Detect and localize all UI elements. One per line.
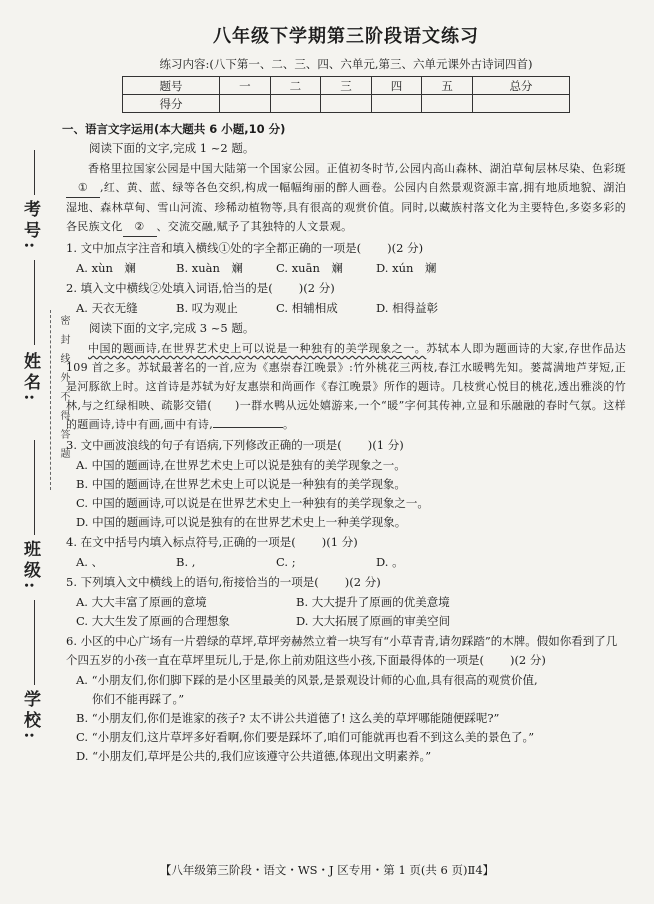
option-b[interactable]: B. 叹为观止 (176, 301, 238, 315)
option-a[interactable]: A. 大大丰富了原画的意境 (76, 595, 207, 609)
option-b[interactable]: B. , (176, 555, 196, 569)
passage-text: 香格里拉国家公园是中国大陆第一个国家公园。正值初冬时节,公园内高山森林、湖泊草甸层林尽染、色彩斑 (88, 162, 626, 175)
passage-text: 。 (283, 418, 295, 431)
option-b[interactable]: B. 中国的题画诗,在世界艺术史上可以说是一种独有的美学现象。 (76, 477, 406, 491)
option-a[interactable]: A. 天衣无缝 (76, 301, 138, 315)
passage-2 (66, 339, 626, 434)
reading-instruction: 阅读下面的文字,完成 1 ~2 题。 (89, 141, 255, 155)
option-a[interactable]: A. 中国的题画诗,在世界艺术史上可以说是独有的美学现象之一。 (76, 458, 406, 472)
passage-text: 苏轼本人即为题画诗的大家,存世作品达 109 首之多。苏轼最著名的一首,应为《惠崇春江晚景》:竹外桃花三两枝,春江水暖鸭先知。蒌蒿满地芦芽短,正是河豚欲上时。这首诗是苏轼为好友惠崇和尚画作《春江晚景》所作的题诗。几枝赏心悦目的桃花,透出雅淡的竹林,与之红绿相映、疏影交错 (66, 342, 626, 412)
passage-text: 、交流交融,赋予了其独特的人文景观。 (156, 220, 353, 233)
question-1-options (66, 259, 626, 278)
question-stem: 6. 小区的中心广场有一片碧绿的草坪,草坪旁赫然立着一块写有“小草青青,请勿踩踏”的木牌。假如你看到了几个四五岁的小孩一直在草坪里玩儿,于是,你上前劝阻这些小孩,下面最得体的一项是( (66, 634, 618, 667)
option-a[interactable]: A. xùn 斓 (76, 261, 136, 275)
seal-notice: 密封线外不得答题 (58, 315, 69, 467)
question-2 (66, 279, 626, 298)
question-5-options-cd (66, 612, 626, 631)
passage-text: 一群水鸭从远处嬉游来,一个“暖”字何其传神,立显和乐融融的春时气氛。这样的题画诗,诗中有画,画中有诗, (66, 399, 626, 431)
option-d[interactable]: D. 。 (376, 555, 404, 569)
option-c[interactable]: C. ; (276, 555, 296, 569)
name-line (34, 260, 35, 345)
option-d[interactable]: D. 中国的题画诗,可以说是独有的在世界艺术史上一种美学现象。 (76, 515, 407, 529)
question-stem: 3. 文中画波浪线的句子有语病,下列修改正确的一项是( (66, 438, 342, 452)
exam-number-label: 考号: (20, 200, 40, 253)
option-c[interactable]: C. “小朋友们,这片草坪多好看啊,你们要是踩坏了,咱们可能就再也看不到这么美的景色了。” (76, 730, 535, 744)
exam-scope: 练习内容:(八下第一、二、三、四、六单元,第三、六单元课外古诗词四首) (159, 57, 533, 71)
class-label: 班级: (20, 540, 40, 593)
question-score: )(2 分) (298, 281, 335, 295)
question-4-options (66, 553, 626, 572)
option-d[interactable]: D. “小朋友们,草坪是公共的,我们应该遵守公共道德,体现出文明素养。” (76, 749, 432, 763)
name-label: 姓名: (20, 352, 40, 405)
option-d[interactable]: D. xún 斓 (376, 261, 437, 275)
option-a[interactable]: A. “小朋友们,你们脚下踩的是小区里最美的风景,是景观设计师的心血,具有很高的观赏价值, (76, 673, 538, 687)
question-score: )(1 分) (367, 438, 404, 452)
section-heading: 一、语言文字运用(本大题共 6 小题,10 分) (62, 122, 286, 136)
question-score: )(1 分) (321, 535, 358, 549)
option-c[interactable]: C. 大大生发了原画的合理想象 (76, 614, 230, 628)
question-2-options (66, 299, 626, 318)
score-cell: 二 (270, 77, 321, 95)
seal-dashed-line (50, 310, 51, 490)
score-input-cell[interactable] (220, 95, 271, 113)
page-footer: 【八年级第三阶段・语文・WS・J 区专用・第 1 页(共 6 页)Ⅱ4】 (159, 863, 495, 877)
blank-3[interactable]: ( ) (207, 399, 240, 412)
score-cell: 三 (321, 77, 372, 95)
question-5 (66, 573, 626, 592)
option-b[interactable]: B. 大大提升了原画的优美意境 (296, 595, 450, 609)
question-3 (66, 436, 626, 455)
score-cell: 五 (422, 77, 473, 95)
question-stem: 1. 文中加点字注音和填入横线①处的字全都正确的一项是( (66, 241, 362, 255)
score-cell: 总分 (472, 77, 569, 95)
option-c[interactable]: C. 中国的题画诗,可以说是在世界艺术史上一种独有的美学现象之一。 (76, 496, 429, 510)
score-input-cell[interactable] (371, 95, 422, 113)
option-a-continued[interactable]: 你们不能再踩了。” (92, 692, 185, 706)
option-b[interactable]: B. xuàn 斓 (176, 261, 243, 275)
question-4 (66, 533, 626, 552)
option-a[interactable]: A. 、 (76, 555, 104, 569)
score-cell: 一 (220, 77, 271, 95)
blank-1[interactable]: ① (66, 178, 100, 198)
question-stem: 4. 在文中括号内填入标点符号,正确的一项是( (66, 535, 296, 549)
option-b[interactable]: B. “小朋友们,你们是谁家的孩子? 太不讲公共道德了! 这么美的草坪哪能随便踩呢?” (76, 711, 500, 725)
score-table-header-row (123, 77, 570, 95)
score-table (122, 76, 570, 113)
score-input-cell[interactable] (472, 95, 569, 113)
school-line (34, 600, 35, 685)
blank-2[interactable]: ② (123, 217, 157, 237)
blank-4[interactable] (213, 427, 283, 428)
question-5-options-ab (66, 593, 626, 612)
option-d[interactable]: D. 大大拓展了原画的审美空间 (296, 614, 451, 628)
wavy-sentence: 中国的题画诗,在世界艺术史上可以说是一种独有的美学现象之一。 (88, 342, 427, 355)
class-line (34, 440, 35, 535)
binding-margin (0, 0, 69, 904)
option-c[interactable]: C. xuān 斓 (276, 261, 343, 275)
question-stem: 5. 下列填入文中横线上的语句,衔接恰当的一项是( (66, 575, 319, 589)
score-cell: 得分 (123, 95, 220, 113)
question-score: )(2 分) (344, 575, 381, 589)
score-input-cell[interactable] (422, 95, 473, 113)
question-score: )(2 分) (509, 653, 546, 667)
option-c[interactable]: C. 相辅相成 (276, 301, 338, 315)
score-cell: 四 (371, 77, 422, 95)
option-d[interactable]: D. 相得益彰 (376, 301, 439, 315)
reading-instruction: 阅读下面的文字,完成 3 ~5 题。 (89, 321, 255, 335)
score-input-cell[interactable] (321, 95, 372, 113)
passage-text: ,红、黄、蓝、绿等各色交织,构成一幅幅绚丽的醉人画卷。公园内自然景观资源丰富,拥有地质地貌、湖泊湿地、森林草甸、雪山河流、珍稀动植物等,具有很高的观赏价值。同时,以藏族村落文化为主要特色,多姿多彩的各民族文化 (66, 181, 626, 233)
question-6 (66, 632, 626, 670)
question-1 (66, 239, 626, 258)
page-title: 八年级下学期第三阶段语文练习 (213, 26, 479, 47)
exam-number-line (34, 150, 35, 195)
question-score: )(2 分) (387, 241, 424, 255)
score-cell: 题号 (123, 77, 220, 95)
question-stem: 2. 填入文中横线②处填入词语,恰当的是( (66, 281, 273, 295)
passage-1 (66, 159, 626, 237)
school-label: 学校: (20, 690, 40, 743)
score-input-cell[interactable] (270, 95, 321, 113)
score-table-score-row (123, 95, 570, 113)
